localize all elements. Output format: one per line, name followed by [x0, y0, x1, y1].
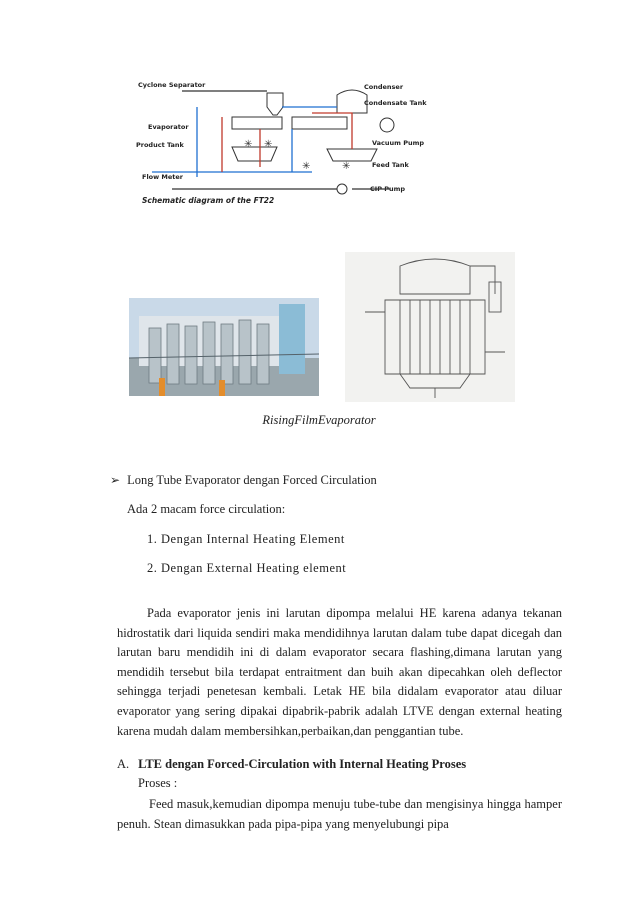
- figure-caption: RisingFilmEvaporator: [262, 413, 376, 427]
- label-condenser: Condenser: [364, 83, 404, 91]
- list-item: 1. Dengan Internal Heating Element: [147, 532, 345, 546]
- label-vacuum-pump: Vacuum Pump: [372, 139, 425, 147]
- schematic-diagram: [132, 77, 427, 207]
- body-paragraph: [117, 604, 562, 741]
- svg-text:✳: ✳: [302, 161, 311, 172]
- subsection-letter: A.: [117, 757, 130, 771]
- condenser-vessel: [337, 90, 367, 113]
- subsection-paragraph: [117, 795, 562, 834]
- label-evaporator: Evaporator: [148, 123, 189, 131]
- body-paragraph-text: Pada evaporator jenis ini larutan dipompa melalui HE karena adanya tekanan hidrostatik dari liquida sendiri maka mendidihnya larutan dalam tube dapat dicegah dan larutan baru mendidih ini di dalam evaporator secara flashing,dimana larutan yang mendidih tersebut bila terdapat entraitment dan buih akan dipecahkan oleh deflector sehingga terjadi penetesan kembali. Letak HE bila didalam evaporator atau diluar evaporator yang sering dipakai dipabrik-pabrik adalah LTVE dengan external heating karena mudah dalam membersihkan,perbaikan,dan penggantian tube.: [117, 606, 562, 738]
- evaporator-plant-photo: [129, 298, 319, 396]
- label-condensate-tank: Condensate Tank: [364, 99, 427, 107]
- condensate-tank-body: [292, 117, 347, 129]
- list-item: 2. Dengan External Heating element: [147, 561, 347, 575]
- bullet-item: [110, 473, 377, 488]
- subsection-paragraph-text: Feed masuk,kemudian dipompa menuju tube-tube dan mengisinya hingga hamper penuh. Stean dimasukkan pada pipa-pipa yang menyelubungi pipa: [117, 797, 562, 831]
- rising-film-evaporator-sketch: [345, 252, 515, 402]
- cyclone-separator-vessel: [267, 93, 283, 115]
- svg-text:✳: ✳: [342, 161, 351, 172]
- label-flow-meter: Flow Meter: [142, 173, 183, 181]
- svg-text:✳: ✳: [264, 139, 273, 150]
- label-cyclone-separator: Cyclone Separator: [138, 81, 206, 89]
- intro-text: Ada 2 macam force circulation:: [127, 502, 286, 516]
- arrow-bullet-icon: ➢: [110, 473, 121, 487]
- label-cip-pump: CIP Pump: [370, 185, 406, 193]
- proses-label: Proses :: [138, 776, 178, 790]
- vacuum-pump-icon: [380, 118, 394, 132]
- label-feed-tank: Feed Tank: [372, 161, 409, 169]
- subsection-heading: [117, 757, 466, 772]
- cip-pump-icon: [337, 184, 347, 194]
- schematic-caption: Schematic diagram of the FT22: [142, 196, 275, 205]
- feed-vessel: [327, 149, 377, 161]
- bullet-text: Long Tube Evaporator dengan Forced Circulation: [127, 473, 377, 487]
- label-product-tank: Product Tank: [136, 141, 184, 149]
- evaporator-body: [232, 117, 282, 129]
- subsection-title: LTE dengan Forced-Circulation with Internal Heating Proses: [138, 757, 467, 771]
- svg-text:✳: ✳: [244, 139, 253, 150]
